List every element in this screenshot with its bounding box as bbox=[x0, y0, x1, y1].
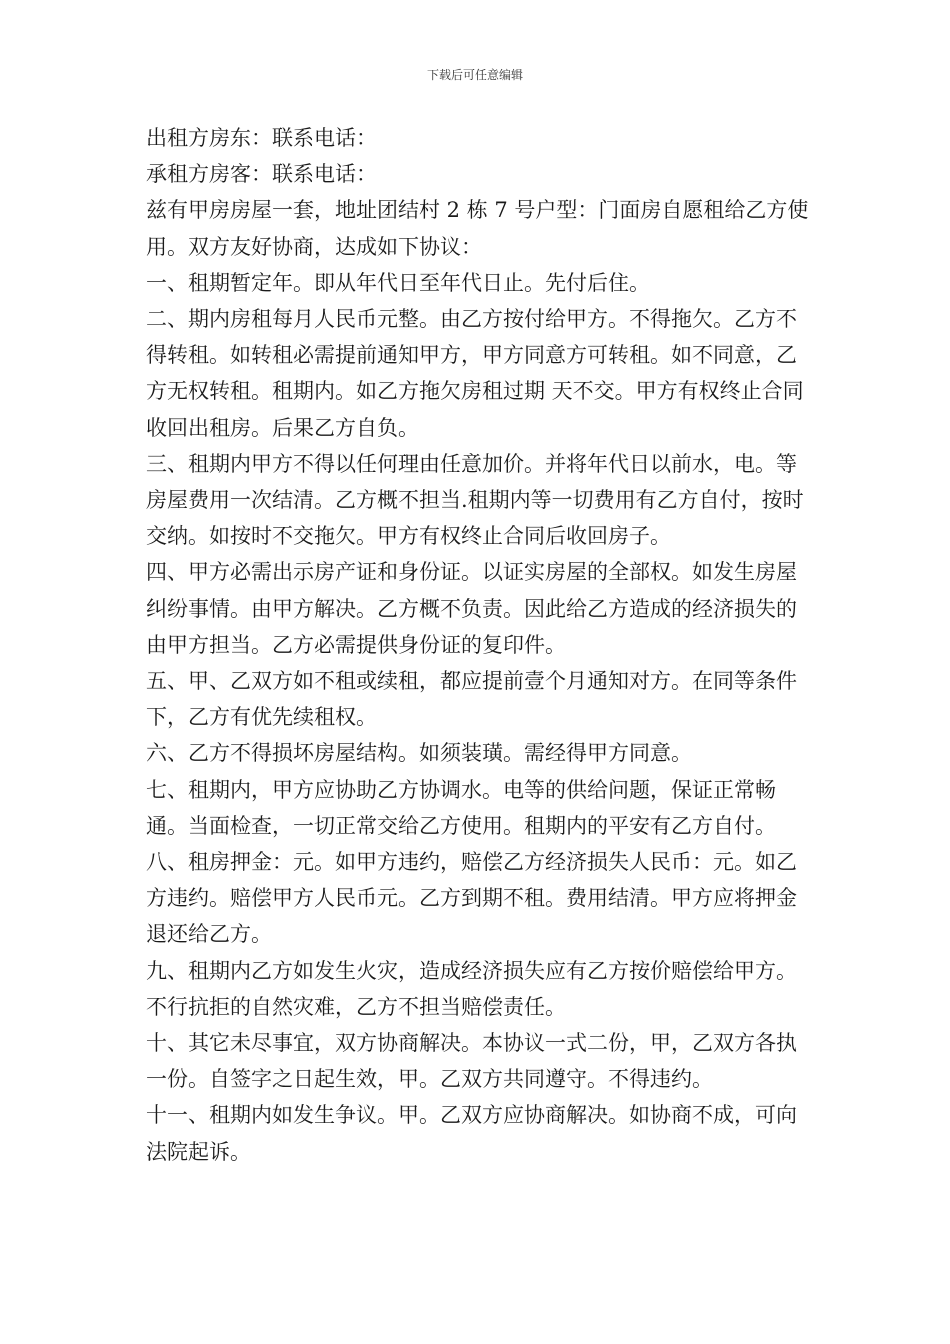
clause-3: 三、租期内甲方不得以任何理由任意加价。并将年代日以前水，电。等房屋费用一次结清。乙方概不担当.租期内等一切费用有乙方自付，按时交纳。如按时不交拖欠。甲方有权终止合同后收回房子。 bbox=[146, 451, 804, 549]
clause-4: 四、甲方必需出示房产证和身份证。以证实房屋的全部权。如发生房屋纠纷事情。由甲方解决。乙方概不负责。因此给乙方造成的经济损失的由甲方担当。乙方必需提供身份证的复印件。 bbox=[146, 560, 797, 657]
clause-2: 二、期内房租每月人民币元整。由乙方按付给甲方。不得拖欠。乙方不得转租。如转租必需提前通知甲方，甲方同意方可转租。如不同意，乙方无权转租。租期内。如乙方拖欠房租过期 天不交。甲方有权终止合同收回出租房。后果乙方自负。 bbox=[146, 307, 804, 440]
clause-1: 一、租期暂定年。即从年代日至年代日止。先付后住。 bbox=[146, 270, 650, 295]
clause-10: 十、其它未尽事宜，双方协商解决。本协议一式二份，甲，乙双方各执一份。自签字之日起生效，甲。乙双方共同遵守。不得违约。 bbox=[146, 1031, 797, 1092]
clause-6: 六、乙方不得损坏房屋结构。如须装璜。需经得甲方同意。 bbox=[146, 741, 692, 766]
clause-9: 九、租期内乙方如发生火灾，造成经济损失应有乙方按价赔偿给甲方。不行抗拒的自然灾难，乙方不担当赔偿责任。 bbox=[146, 958, 797, 1019]
page-header-note: 下载后可任意编辑 bbox=[426, 68, 523, 82]
clause-11: 十一、租期内如发生争议。甲。乙双方应协商解决。如协商不成，可向法院起诉。 bbox=[146, 1103, 797, 1164]
clause-5: 五、甲、乙双方如不租或续租，都应提前壹个月通知对方。在同等条件下，乙方有优先续租权。 bbox=[146, 669, 797, 730]
lessor-line: 出租方房东：联系电话： bbox=[146, 126, 377, 150]
clause-8: 八、租房押金：元。如甲方违约，赔偿乙方经济损失人民币：元。如乙方违约。赔偿甲方人民币元。乙方到期不租。费用结清。甲方应将押金退还给乙方。 bbox=[146, 850, 797, 947]
intro-paragraph: 兹有甲房房屋一套，地址团结村 2 栋 7 号户型：门面房自愿租给乙方使用。双方友好协商，达成如下协议： bbox=[146, 198, 809, 259]
clause-7: 七、租期内，甲方应协助乙方协调水。电等的供给问题，保证正常畅通。当面检查，一切正常交给乙方使用。租期内的平安有乙方自付。 bbox=[146, 777, 776, 838]
contract-body bbox=[146, 120, 811, 1170]
lessee-line: 承租方房客：联系电话： bbox=[146, 162, 377, 187]
